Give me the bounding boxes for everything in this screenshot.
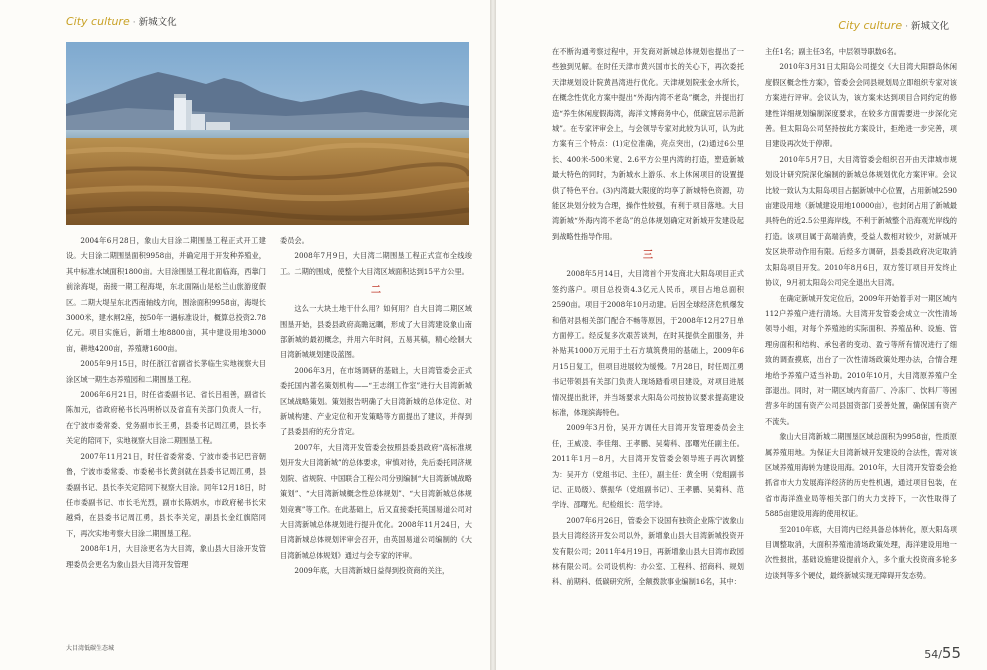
paragraph: 这么一大块土地干什么用？如何用？自大目湾二期区域围垦开始，县委县政府高瞻远瞩，形成了大目湾建设象山南部新城的最初概念，并用六年时间，五易其稿，精心绘制大目湾新城规划建设蓝图。 [280,304,472,360]
paragraph: 2007年，大目湾开发管委会按照县委县政府“高标准规划开发大目湾新城”的总体要求，审慎对待，先后委托同济规划院、省规院、中国联合工程公司分别编制“大目湾新城战略策划”、“大目湾新城概念性总体规划”、“大目湾新城总体规划竞赛”等工作。在此基础上，后又直接委托英国易道公司对大目湾新城总体规划进行提升优化。2008年11月24日，大目湾新城总体规划评审会召开，由英国易道公司编制的《大目湾新城总体规划》通过与会专家的评审。 [280,442,472,560]
paragraph: 2006年6月21日，时任省委副书记、省长吕祖善，副省长陈加元，省政府秘书长冯明桥以及省直有关部门负责人一行，在宁波市委常委、党务副市长王勇，县委书记周江勇，县长李关定的陪同下，实地视察大目涂二期围垦工程。 [66,390,266,446]
left-column-2 [280,233,472,579]
paragraph: 在不断沟通考察过程中，开发商对新城总体规划也提出了一些独到见解。在时任天津市黄兴国市长的关心下，再次委托天津规划设计院黄昌湾进行优化。天津规划院张金水所长，在概念性优化方案中提出“外海内湾不老岛”概念，并提出打造“养生休闲度假海湾，海洋文博商务中心，低碳宜居示范新城”。在专家评审会上，与会领导专家对此较为认可，认为此方案有三个特点：(1)定位准确，亮点突出，(2)通过6公里长、400米-500米宽、2.6平方公里内湾的打造，塑造新城最大特色的同时，为新城水上游乐、水上休闲项目的设置提供了特色平台。(3)内湾最大限度的均享了新城特色资源，功能区块划分较为合理，操作性较强，有利于项目落地。大目湾新城“外海内湾不老岛”的总体规划确定对新城开发建设起到战略性指导作用。 [552,47,744,241]
paragraph: 委员会。 [280,236,309,245]
page-number [924,644,961,662]
page-number-right: 55 [941,644,961,662]
header-left-en: City culture [66,15,130,28]
paragraph: 象山大目湾新城二期围垦区域总面积为9958亩，性质原属养殖用地。为保证大目湾新城开发建设的合法性，需对该区域养殖用海转为建设用海。2010年，大目湾开发管委会抢抓省市大力发展海洋经济的历史性机遇，通过项目包装，在省市海洋渔业局等相关部门的大力支持下，一次性取得了5885亩建设用海的使用权证。 [765,432,957,519]
header-left-sep: · [132,18,136,28]
paragraph: 至2010年底，大目湾内已经具备总体转化，原大阳岛项目调整取消，大面积养殖池清场政策处理，海洋建设用地一次性报批，基础设施建设提前介入，多个重大投资商多轮多边谈判等多个硬仗，最终新城实现无障碍开发态势。 [765,524,957,580]
paragraph: 2007年11月21日，时任省委常委、宁波市委书记巴音朝鲁，宁波市委常委、市委秘书长黄剑就在县委书记周江勇，县委副书记、县长李关定陪同下视察大目涂。同年12月18日，时任市委副书记、市长毛光烈，副市长陈炳水，市政府秘书长宋越舜，在县委书记周江勇，县长李关定，副县长金红旗陪同下，再次实地考察大目涂二期围垦工程。 [66,451,266,538]
header-right-en: City culture [838,19,903,32]
paragraph: 在确定新城开发定位后，2009年开始着手对一期区域内112户养殖户进行清场。大目湾开发管委会成立一次性清场领导小组，对每个养殖池的实际面积、养殖品种、设施、管理房面积和结构、承包者的变动、盈亏等所有情况进行了细致的调查摸底，出台了一次性清场政策处理办法，合情合理地给予养殖户适当补助。2010年10月，大目湾原养殖户全部退出。同时，对一期区域内育苗厂、冷冻厂、饮料厂等困营多年的国有资产公司县国资部门妥善处置，确保国有资产不流失。 [765,293,957,426]
paragraph: 2004年6月28日，象山大目涂二期围垦工程正式开工建设。大目涂二期围垦面积9958亩，并确定用于开发种养殖业，其中标准水域面积1800亩。大目涂围垦工程北面临海，西靠门前涂海堤，南接一期工程海堤，东北面隔山是松兰山旅游度假区。二期大堤呈东北西南轴线方向，围涂面积9958亩，海堤长3000米，建水闸2座，按50年一遇标准设计，概算总投资2.78亿元。项目实施后，新增土地8800亩，其中建设用地3000亩，耕地4200亩，养殖塘1600亩。 [66,236,266,353]
header-right-sep: · [905,22,908,32]
paragraph: 2009年底，大目湾新城日益得到投资商的关注， [294,566,450,576]
paragraph: 2009年3月份，吴开方调任大目湾开发管理委员会主任，王威凌、李佳翔、王孝鹏、吴菊科、邵曙光任副主任。2011年1月－8月，大目湾开发管委会领导班子再次调整为：吴开方（党组书记、主任），副主任：黄全明（党组副书记、正局级）、蔡振华（党组副书记）、王孝鹏、吴菊科、范学诗、邵曙光。纪检组长：范学诗。 [552,423,744,510]
paragraph: 2005年9月15日，时任浙江省副省长茅临生实地视察大目涂区域一期生态养殖园和二期围垦工程。 [66,359,266,384]
paragraph: 2010年5月7日，大目湾管委会组织召开由天津城市规划设计研究院深化编制的新城总体规划优化方案评审。会议比较一致认为太阳岛项目占据新城中心位置，占用新城2590亩建设用地（新城建设用地10000亩），也封闭占用了新城最具特色的近2.5公里海岸线，不利于新城整个沿海观光岸线的打造。该项目属于高端消费，受益人数相对较少，对新城开发区块带动作用有限。后经多方调研，县委县政府决定取消太阳岛项目开发。2010年8月6日，双方签订项目开发终止协议，9月初太阳岛公司完全退出大目湾。 [765,154,957,288]
right-column-1 [552,44,744,590]
left-page [0,0,490,670]
header-left [66,14,177,28]
paragraph: 主任1名；副主任3名，中层领导职数6名。 [765,47,901,56]
landscape-photo [66,42,469,225]
paragraph: 2008年7月9日，大目湾二期围垦工程正式宣布全线竣工。二期的围成，使整个大目湾区域面积达到15平方公里。 [280,251,472,276]
footer-left-label: 大目湾低碳生态城 [66,645,115,652]
header-right [838,18,949,32]
landscape-photo-image [66,42,469,225]
right-column-2 [765,44,957,583]
paragraph: 2008年5月14日，大目湾首个开发商北大阳岛项目正式签约落户。项目总投资4.3亿元人民币，项目占地总面积2590亩。项目于2008年10月动建。后因全球经济危机爆发和借对县相关部门配合不畅等原因，于2008年12月27日单方面停工。经反复多次艰苦谈判，在时其提供全面服务，并补贴其1000万元用于土石方填筑费用的基础上，2009年6月15日复工，但项目进展较为缓慢。7月28日，时任周江勇书记带领县有关部门负责人现场踏看项目建设，对项目进展情况提出批评，并当场要求大阳岛公司按协议要求提高建设标准，体现滨海特色。 [552,269,744,417]
page-number-left: 54/ [924,648,942,661]
header-left-cn: 新城文化 [138,17,177,28]
paragraph: 2010年3月31日太阳岛公司提交《大目湾大阳群岛休闲度假区概念性方案》，管委会会同县规划局立即组织专家对该方案进行评审。会议认为，该方案未达到项目合同约定的修建性详细规划编制深度要求，在较多方面需要进一步深化完善。但太阳岛公司坚持按此方案设计，拒绝进一步完善，项目建设再次处于停滞。 [765,62,957,149]
paragraph: 2006年3月，在市场调研的基础上，大目湾管委会正式委托国内著名策划机构——“王志纲工作室”进行大目湾新城区域战略策划。策划报告明确了大目湾新城的总体定位、对新城构建、产业定位和开发策略等方面提出了建议，并得到了县委县府的充分肯定。 [280,365,472,437]
paragraph: 2007年6月26日，管委会下设国有独资企业陈宁波象山县大目湾经济开发公司以外，新增象山县大目湾新城投资开发有限公司；2011年4月19日，再新增象山县大目湾市政园林有限公司。公司设机构：办公室、工程科、招商科、规划科、前期科、低碳研究所，全额拨款事业编制16名，其中： [552,515,744,587]
right-page [496,0,987,670]
section-heading-two: 二 [371,285,381,297]
left-column-1 [66,233,266,572]
header-right-cn: 新城文化 [910,21,949,32]
paragraph: 2008年1月，大目涂更名为大目湾，象山县大目涂开发管理委员会更名为象山县大目湾开发管理 [66,544,266,569]
section-heading-three: 三 [643,250,653,262]
